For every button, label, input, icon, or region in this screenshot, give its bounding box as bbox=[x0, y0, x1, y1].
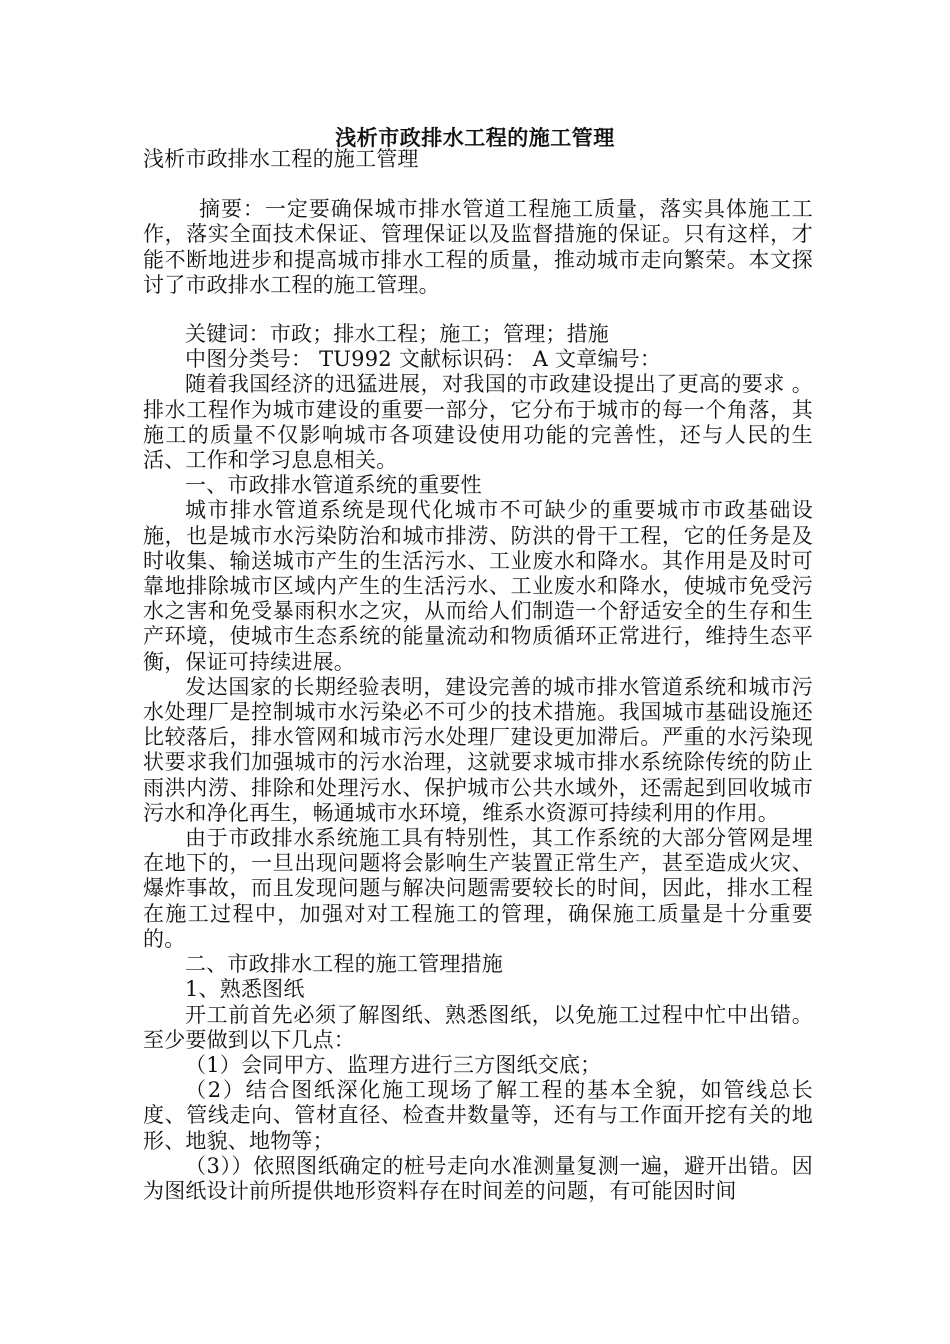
list-item: （2）结合图纸深化施工现场了解工程的基本全貌，如管线总长度、管线走向、管材直径、检查井数量等，还有与工作面开挖有关的地形、地貌、地物等； bbox=[143, 1078, 813, 1153]
body-paragraph: 随着我国经济的迅猛进展，对我国的市政建设提出了更高的要求 。排水工程作为城市建设的重要一部分，它分布于城市的每一个角落，其施工的质量不仅影响城市各项建设使用功能的完善性，还与人民的生活、工作和学习息息相关。 bbox=[143, 372, 813, 473]
list-item: （1）会同甲方、监理方进行三方图纸交底； bbox=[185, 1052, 602, 1077]
body-paragraph: 发达国家的长期经验表明，建设完善的城市排水管道系统和城市污水处理厂是控制城市水污染必不可少的技术措施。我国城市基础设施还比较落后，排水管网和城市污水处理厂建设更加滞后。严重的水污染现状要求我们加强城市的污水治理，这就要求城市排水系统除传统的防止雨洪内涝、排除和处理污水、保护城市公共水域外，还需起到回收城市污水和净化再生，畅通城市水环境，维系水资源可持续利用的作用。 bbox=[143, 674, 813, 825]
body-paragraph: 城市排水管道系统是现代化城市不可缺少的重要城市市政基础设施，也是城市水污染防治和城市排涝、防洪的骨干工程，它的任务是及时收集、输送城市产生的生活污水、工业废水和降水。其作用是及时可靠地排除城市区域内产生的生活污水、工业废水和降水，使城市免受污水之害和免受暴雨积水之灾，从而给人们制造一个舒适安全的生存和生产环境，使城市生态系统的能量流动和物质循环正常进行，维持生态平衡，保证可持续进展。 bbox=[143, 498, 813, 674]
keywords-line: 关键词：市政；排水工程；施工；管理；措施 bbox=[185, 322, 609, 347]
body-paragraph: 由于市政排水系统施工具有特别性，其工作系统的大部分管网是埋在地下的，一旦出现问题将会影响生产装置正常生产，甚至造成火灾、爆炸事故，而且发现问题与解决问题需要较长的时间，因此，排水工程在施工过程中，加强对对工程施工的管理，确保施工质量是十分重要的。 bbox=[143, 826, 813, 951]
body-paragraph: 开工前首先必须了解图纸、熟悉图纸，以免施工过程中忙中出错。至少要做到以下几点： bbox=[143, 1002, 813, 1052]
classification-line: 中图分类号： TU992 文献标识码： A 文章编号： bbox=[185, 347, 662, 372]
section-heading: 二、市政排水工程的施工管理措施 bbox=[185, 952, 503, 977]
section-heading: 一、市政排水管道系统的重要性 bbox=[185, 473, 482, 498]
document-subtitle: 浅析市政排水工程的施工管理 bbox=[143, 147, 419, 171]
list-item: （3））依照图纸确定的桩号走向水准测量复测一遍，避开出错。因为图纸设计前所提供地形资料存在时间差的问题，有可能因时间 bbox=[143, 1153, 813, 1203]
document-body bbox=[143, 147, 813, 1204]
abstract-paragraph: 摘要：一定要确保城市排水管道工程施工质量，落实具体施工工作，落实全面技术保证、管理保证以及监督措施的保证。只有这样，才能不断地进步和提高城市排水工程的质量，推动城市走向繁荣。本文探讨了市政排水工程的施工管理。 bbox=[143, 197, 813, 297]
subsection-heading: 1、熟悉图纸 bbox=[185, 977, 305, 1002]
document-title: 浅析市政排水工程的施工管理 bbox=[335, 126, 615, 150]
